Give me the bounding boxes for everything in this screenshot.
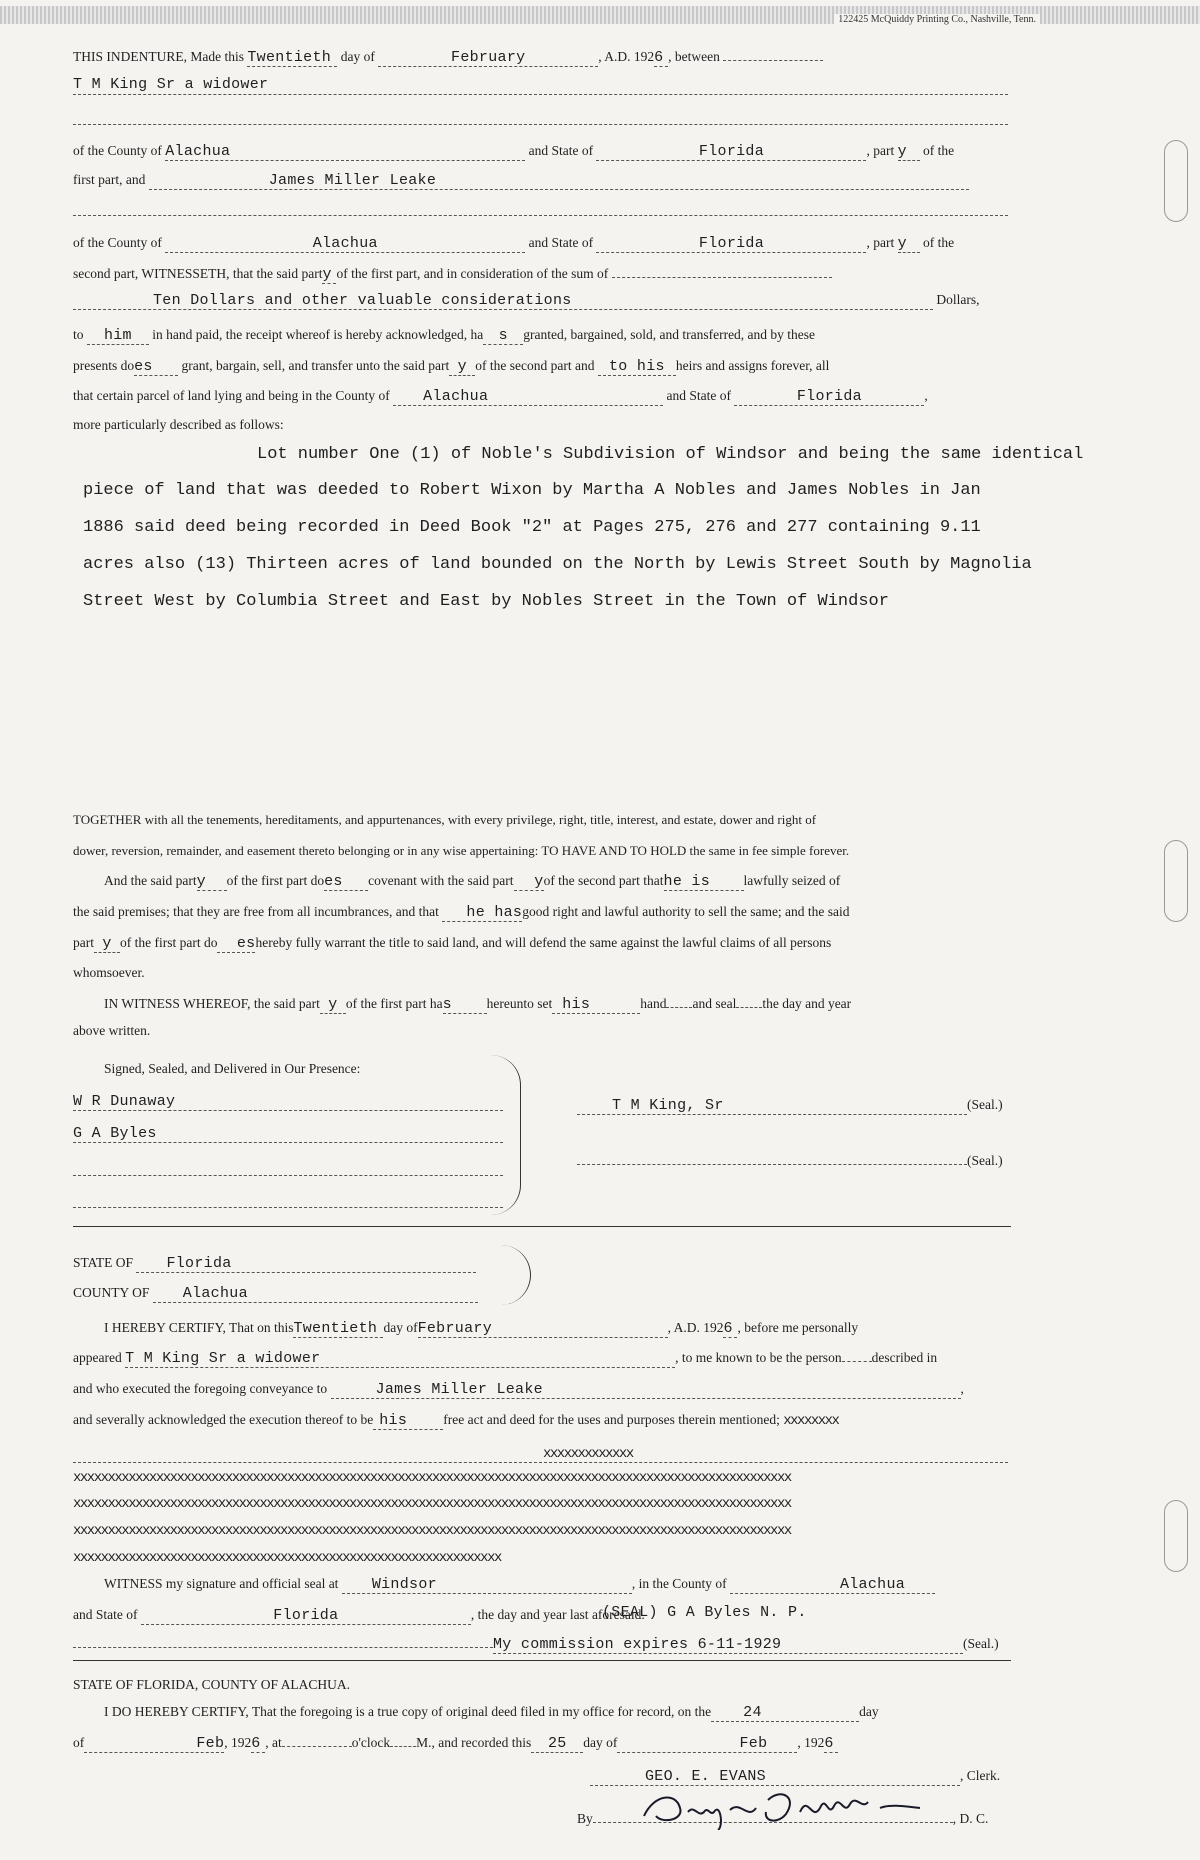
part-suffix: y [898,144,920,161]
part-suffix: y [449,359,475,376]
label: of the first part do [120,935,218,950]
label: day of [583,1735,618,1750]
section-rule [73,1660,1011,1661]
together-line-2: dower, reversion, remainder, and easement thereto belonging or in any wise appertaining: TO HAVE AND TO HOLD the same in fee simple forever. [73,843,850,858]
seal-label: (Seal.) [967,1097,1003,1112]
legal-line-1: Lot number One (1) of Noble's Subdivision of Windsor and being the same identical [257,445,1084,464]
label: and State of [528,143,594,158]
printer-strip [0,6,1200,24]
blank-line [73,124,1008,125]
second-party-line [73,235,954,253]
ack-day: Twentieth [293,1321,383,1338]
day-value: Twentieth [247,50,337,67]
label: and severally acknowledged the execution thereof to be [73,1412,374,1427]
together-line-1: TOGETHER with all the tenements, hereditaments, and appurtenances, with every privilege, right, title, interest, and estate, dower and right of [73,812,817,827]
ack-state: Florida [136,1256,476,1273]
parcel-county: Alachua [393,389,663,406]
parcel-state: Florida [734,389,924,406]
label: of the first part do [226,873,325,888]
label: good right and lawful authority to sell the same; and the said [522,904,850,919]
label: , Clerk. [960,1768,1001,1783]
label: of the first part, and in consideration of the sum of [336,266,609,281]
label: and State of [528,235,594,250]
witness-blank [73,1175,503,1176]
label: first part, and [73,172,146,187]
label: heirs and assigns forever, all [675,358,830,373]
notary-county: Alachua [730,1577,935,1594]
legal-line-3: 1886 said deed being recorded in Deed Book "2" at Pages 275, 276 and 277 containing 9.11 [83,518,981,537]
first-state: Florida [596,144,866,161]
consideration-sum: Ten Dollars and other valuable considerations [73,293,933,310]
grantee-line [73,172,969,190]
ack-year: 6 [723,1321,737,1338]
legal-line-4: acres also (13) Thirteen acres of land bounded on the North by Lewis Street South by Magnolia [83,555,1032,574]
label: hereunto set [486,996,553,1011]
blank [736,1007,762,1008]
label: free act and deed for the uses and purposes therein mentioned; [443,1412,780,1427]
notary-state-line [73,1607,645,1625]
clerk-line [590,1767,1000,1786]
he-is: he is [664,874,744,891]
label: of the County of [73,235,162,250]
label: of the first part ha [345,996,443,1011]
label: granted, bargained, sold, and transferred, and by these [523,327,816,342]
label: of the County of [73,143,162,158]
executed-line: and who executed the foregoing conveyance to James Miller Leake , [73,1381,964,1398]
month-value: February [378,50,598,67]
record-certify-line [104,1704,879,1722]
notary-state: Florida [141,1608,471,1625]
blank-line [73,94,1008,95]
label: day [859,1704,879,1719]
label: , before me personally [737,1320,859,1335]
witness-blank [73,1207,503,1208]
blank [666,1007,692,1008]
label: day of [383,1320,418,1335]
presence-label: Signed, Sealed, and Delivered in Our Presence: [104,1061,361,1076]
grantor-name: T M King Sr a widower [73,76,269,93]
label: o'clock [351,1735,391,1750]
record-year: 6 [251,1736,265,1753]
label: Dollars, [936,292,980,307]
seal-label: (Seal.) [963,1636,999,1651]
executed-name: James Miller Leake [331,1382,961,1399]
blank [282,1746,352,1747]
witnesseth-line [73,266,832,284]
grantor-signature-line [577,1096,1003,1115]
severally-line [73,1412,838,1430]
label: day of [340,49,375,64]
ack-his: his [373,1413,443,1430]
label: , between [668,49,720,64]
part-suffix: y [320,997,346,1014]
whomsoever: whomsoever. [73,965,145,980]
blank [577,1150,967,1165]
premises-line [73,904,850,922]
do-es: es [134,359,178,376]
witness-1: W R Dunaway [73,1093,503,1111]
blank-line [73,215,1008,216]
grantee-name: James Miller Leake [149,173,969,190]
recorded-day: 25 [531,1736,583,1753]
label: and State of [666,388,732,403]
label: , part [866,235,895,250]
do-es: es [217,936,255,953]
record-date-line [73,1735,838,1753]
label: in hand paid, the receipt whereof is hereby acknowledged, ha [152,327,484,342]
label: the day and year [762,996,852,1011]
second-county: Alachua [165,236,525,253]
blank [842,1361,872,1362]
deputy-signature-scrawl [640,1786,930,1830]
to-his: to his [598,359,676,376]
label: , A.D. 192 [667,1320,724,1335]
year-value: 6 [654,50,668,67]
seal-label: (Seal.) [967,1153,1003,1168]
certify-line [104,1320,858,1338]
parcel-line: that certain parcel of land lying and being in the County of Alachua and State of Florida , [73,388,928,405]
label: COUNTY OF [73,1285,150,1300]
label: of the [922,235,955,250]
signature-line-2 [577,1150,1003,1170]
ack-month: February [418,1321,668,1338]
do-es: es [324,874,368,891]
recorded-month: Feb [617,1736,797,1753]
notary-signature: (SEAL) G A Byles N. P. [602,1604,807,1621]
label: of [73,1735,85,1750]
first-county: Alachua [165,144,525,161]
label: By [577,1811,593,1826]
label: part [73,935,94,950]
label: of the [922,143,955,158]
label: , the day and year last aforesaid. [470,1607,645,1622]
appeared-line [73,1350,937,1368]
ha-s: s [443,997,487,1014]
label: , at [265,1735,282,1750]
section-rule [73,1226,1011,1227]
part-suffix: y [514,874,544,891]
in-hand-line [73,327,815,345]
punch-hole [1164,1500,1188,1572]
part-suffix: y [898,236,920,253]
label: , part [866,143,895,158]
second-state: Florida [596,236,866,253]
blank [73,1633,493,1648]
ack-state-line [73,1255,476,1273]
label: described in [871,1350,938,1365]
witness-2: G A Byles [73,1125,503,1143]
blank [612,277,832,278]
label: WITNESS my signature and official seal at [104,1576,339,1591]
label: , 192 [224,1735,252,1750]
label: grant, bargain, sell, and transfer unto the said part [181,358,450,373]
label: I DO HEREBY CERTIFY, That the foregoing is a true copy of original deed filed in my office for record, on the [104,1704,712,1719]
part-suffix: y [94,936,120,953]
grantor-signature: T M King, Sr [577,1097,967,1115]
struck-text: xxxxxxxx [783,1413,839,1429]
punch-hole [1164,140,1188,222]
venue-brace [500,1245,531,1305]
struck-line-2: xxxxxxxxxxxxxxxxxxxxxxxxxxxxxxxxxxxxxxxxxxxxxxxxxxxxxxxxxxxxxxxxxxxxxxxxxxxxxxxxxxxxxxxxxxxxxxxxxxxxxxxx [73,1496,791,1512]
he-has: he has [442,905,522,922]
legal-line-5: Street West by Columbia Street and East by Nobles Street in the Town of Windsor [83,592,889,611]
record-month: Feb [84,1736,224,1753]
label: appeared [73,1350,122,1365]
sum-line [73,292,980,310]
label: STATE OF [73,1255,134,1270]
witness-seal-line [104,1576,935,1594]
label: to [73,327,84,342]
label: second part, WITNESSETH, that the said part [73,266,323,281]
commission: My commission expires 6-11-1929 [493,1636,963,1654]
presents-line [73,358,829,376]
struck-line-0 [73,1448,1008,1463]
label: , to me known to be the person [675,1350,842,1365]
label: of the second part that [543,873,664,888]
struck-line-4: xxxxxxxxxxxxxxxxxxxxxxxxxxxxxxxxxxxxxxxxxxxxxxxxxxxxxxxxxxxxxx [73,1550,501,1566]
commission-line [73,1633,999,1654]
label: lawfully seized of [743,873,841,888]
label: M., and recorded this [416,1735,532,1750]
legal-line-2: piece of land that was deeded to Robert Wixon by Martha A Nobles and James Nobles in Jan [83,481,981,500]
struck-text: xxxxxxxxxxxxx [543,1446,633,1462]
notary-place: Windsor [342,1577,632,1594]
label: , A.D. 192 [598,49,655,64]
to-him: him [87,328,149,345]
label: and State of [73,1607,138,1622]
part-suffix: y [197,874,227,891]
label: covenant with the said part [368,873,514,888]
witness-whereof-line [104,996,851,1014]
label: , D. C. [952,1811,989,1826]
label: hereby fully warrant the title to said land, and will defend the same against the lawful claims of all persons [255,935,832,950]
recorded-year: 6 [824,1736,838,1753]
punch-hole [1164,840,1188,922]
record-day: 24 [711,1705,859,1722]
label: IN WITNESS WHEREOF, the said part [104,996,320,1011]
clerk-name: GEO. E. EVANS [590,1768,960,1786]
label: And the said part [104,873,197,888]
struck-line-3: xxxxxxxxxxxxxxxxxxxxxxxxxxxxxxxxxxxxxxxxxxxxxxxxxxxxxxxxxxxxxxxxxxxxxxxxxxxxxxxxxxxxxxxxxxxxxxxxxxxxxxxx [73,1523,791,1539]
warrant-line [73,935,831,953]
part-suffix: y [322,267,336,284]
label: the said premises; that they are free from all incumbrances, and that [73,904,439,919]
label: presents do [73,358,135,373]
ack-county-line [73,1285,478,1303]
ha-s: s [483,328,523,345]
described-line: more particularly described as follows: [73,417,284,432]
blank [390,1746,416,1747]
label: THIS INDENTURE, Made this [73,49,244,64]
label: that certain parcel of land lying and being in the County of [73,388,390,403]
first-party-line [73,143,954,161]
printer-imprint: 122425 McQuiddy Printing Co., Nashville, Tenn. [834,14,1040,25]
label: and seal [692,996,737,1011]
struck-line-1: xxxxxxxxxxxxxxxxxxxxxxxxxxxxxxxxxxxxxxxxxxxxxxxxxxxxxxxxxxxxxxxxxxxxxxxxxxxxxxxxxxxxxxxxxxxxxxxxxxxxxxxx [73,1470,791,1486]
blank [723,60,823,61]
above-written: above written. [73,1023,151,1038]
appeared-name: T M King Sr a widower [125,1351,675,1368]
label: , 192 [797,1735,825,1750]
ack-county: Alachua [153,1286,478,1303]
label: and who executed the foregoing conveyance to [73,1381,328,1396]
label: of the second part and [475,358,595,373]
label: , in the County of [631,1576,727,1591]
record-title: STATE OF FLORIDA, COUNTY OF ALACHUA. [73,1677,351,1692]
label: I HEREBY CERTIFY, That on this [104,1320,294,1335]
indenture-line [73,49,823,67]
covenant-line [104,873,840,891]
set-his: his [552,997,640,1014]
label: hand [640,996,667,1011]
